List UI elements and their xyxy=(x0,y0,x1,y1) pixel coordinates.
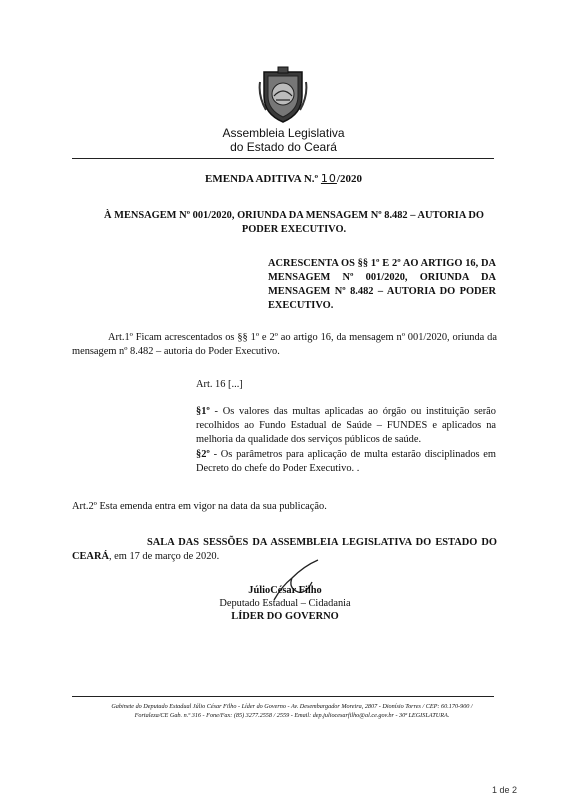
organization-name xyxy=(0,126,567,154)
heading: À MENSAGEM Nº 001/2020, ORIUNDA DA MENSAGEM Nº 8.482 – AUTORIA DO PODER EXECUTIVO. xyxy=(104,210,484,235)
paragraph-1-label: §1º xyxy=(196,406,210,417)
article-2: Art.2º Esta emenda entra em vigor na data da sua publicação. xyxy=(72,501,327,512)
organization-line-1: Assembleia Legislativa xyxy=(222,126,345,140)
article-16-label: Art. 16 [...] xyxy=(196,379,243,390)
signer-role: Deputado Estadual – Cidadania xyxy=(219,598,351,609)
page-number: 1 de 2 xyxy=(491,785,517,795)
footer-line-2: Fortaleza/CE Gab. n.º 316 - Fone/Fax: (85) 3277.2558 / 2559 - Email: dep.juliocesarfilho@al.ce.gov.br - 30ª LEGISLATURA. xyxy=(134,712,450,719)
footer xyxy=(78,702,506,720)
article-1: Art.1º Ficam acrescentados os §§ 1º e 2º ao artigo 16, da mensagem nº 001/2020, oriunda da mensagem nº 8.482 – autoria do Poder Executivo. xyxy=(72,332,497,357)
closing-bold: SALA DAS SESSÕES DA ASSEMBLEIA LEGISLATIVA DO ESTADO DO CEARÁ xyxy=(72,537,497,562)
title-prefix: EMENDA ADITIVA N.º xyxy=(205,173,319,185)
signer-position: LÍDER DO GOVERNO xyxy=(231,611,339,622)
footer-rule xyxy=(72,696,494,697)
paragraph-2 xyxy=(196,448,496,476)
ementa: ACRESCENTA OS §§ 1º E 2º AO ARTIGO 16, DA MENSAGEM Nº 001/2020, ORIUNDA DA MENSAGEM Nº 8.482 – AUTORIA DO PODER EXECUTIVO. xyxy=(268,258,496,311)
organization-line-2: do Estado do Ceará xyxy=(230,140,337,154)
signer-name: JúlioCésar Filho xyxy=(248,585,322,596)
paragraph-2-text: - Os parâmetros para aplicação de multa estarão disciplinados em Decreto do chefe do Poder Executivo. . xyxy=(196,449,496,474)
closing-date: , em 17 de março de 2020. xyxy=(108,551,220,562)
footer-line-1: Gabinete do Deputado Estadual Júlio César Filho - Líder do Governo - Av. Desembargador Moreira, 2807 - Dionísio Torres / CEP: 60.170-900 / xyxy=(111,703,473,710)
paragraph-1 xyxy=(196,405,496,447)
title-suffix: /2020 xyxy=(336,173,362,185)
signature-block xyxy=(190,584,380,623)
paragraph-2-label: §2º xyxy=(196,449,210,460)
document-title xyxy=(0,172,567,185)
amendment-number: 10 xyxy=(320,172,337,185)
coat-of-arms-icon xyxy=(258,66,308,124)
header-rule xyxy=(72,158,494,159)
paragraph-1-text: - Os valores das multas aplicadas ao órgão ou instituição serão recolhidos ao Fundo Estadual de Saúde – FUNDES e aplicados na melhoria da qualidade dos serviços públicos de saúde. xyxy=(196,406,496,445)
